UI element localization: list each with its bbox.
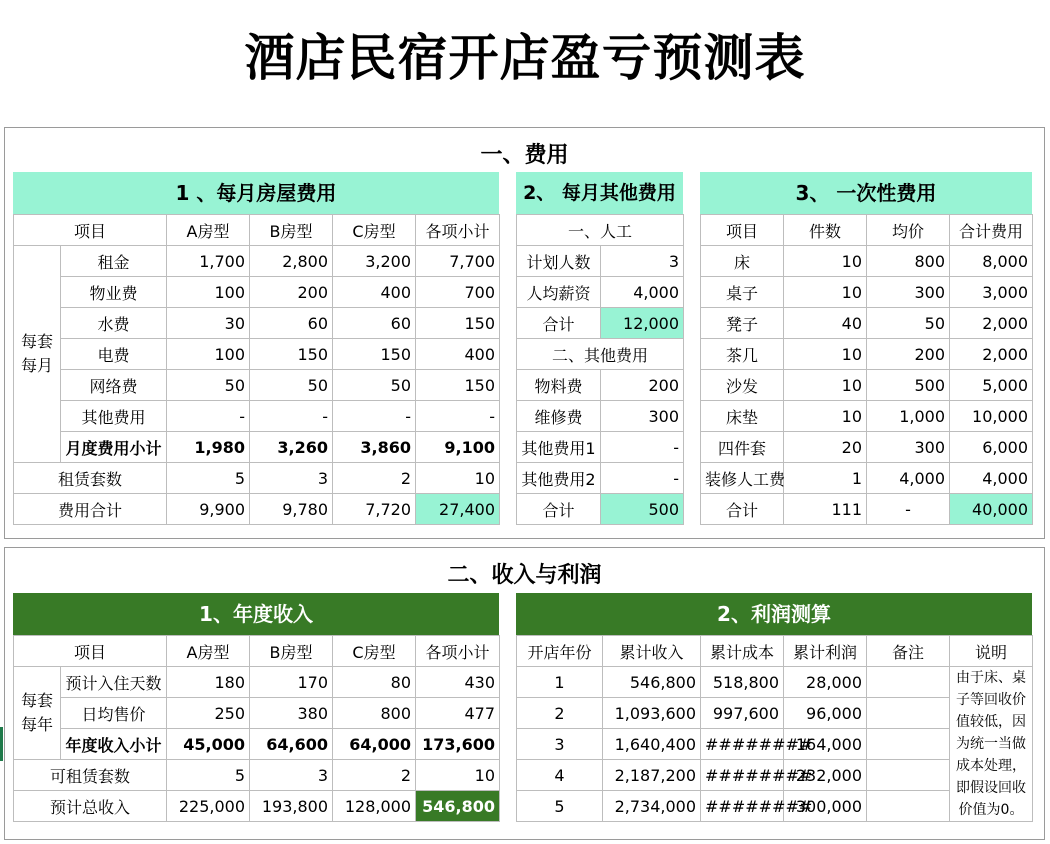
- remark-cell[interactable]: [867, 791, 950, 822]
- row-label: 月度费用小计: [61, 432, 167, 463]
- cell[interactable]: 10: [784, 339, 867, 370]
- cell[interactable]: 10: [784, 401, 867, 432]
- cell[interactable]: 5: [167, 463, 250, 494]
- cell[interactable]: 100: [167, 339, 250, 370]
- cell[interactable]: 200: [250, 277, 333, 308]
- cell[interactable]: 80: [333, 667, 416, 698]
- cell[interactable]: 200: [867, 339, 950, 370]
- cell[interactable]: 800: [867, 246, 950, 277]
- remark-cell[interactable]: [867, 729, 950, 760]
- cell[interactable]: 150: [333, 339, 416, 370]
- income-section: [4, 547, 1045, 840]
- cell[interactable]: 9,780: [250, 494, 333, 525]
- table-row: [14, 308, 500, 339]
- cell[interactable]: 200: [601, 370, 684, 401]
- cell[interactable]: 2,000: [950, 339, 1033, 370]
- profit-block: [516, 593, 1032, 822]
- cell[interactable]: 164,000: [784, 729, 867, 760]
- remark-cell[interactable]: [867, 698, 950, 729]
- table-row: [517, 370, 684, 401]
- cell[interactable]: 1,980: [167, 432, 250, 463]
- row-label: 年度收入小计: [61, 729, 167, 760]
- cell[interactable]: 50: [333, 370, 416, 401]
- monthly-rent-table: [13, 214, 500, 525]
- year-cell[interactable]: 5: [517, 791, 603, 822]
- column-header: 备注: [867, 636, 950, 667]
- table-row: [517, 667, 1033, 698]
- column-header: A房型: [167, 215, 250, 246]
- table-row: [517, 463, 684, 494]
- row-label: 可租赁套数: [14, 760, 167, 791]
- other-title: 二、其他费用: [517, 339, 684, 370]
- table-header-row: [14, 215, 500, 246]
- cell[interactable]: 380: [250, 698, 333, 729]
- table-header-row: [14, 636, 500, 667]
- cell[interactable]: 150: [416, 370, 500, 401]
- row-label: 计划人数: [517, 246, 601, 277]
- table-row: [14, 463, 500, 494]
- cell[interactable]: 5,000: [950, 370, 1033, 401]
- table-row: [517, 246, 684, 277]
- cell[interactable]: 800: [333, 698, 416, 729]
- row-label: 物业费: [61, 277, 167, 308]
- cell[interactable]: ########: [701, 729, 784, 760]
- column-header: 项目: [14, 215, 167, 246]
- table-row: [701, 432, 1033, 463]
- cell[interactable]: 300: [601, 401, 684, 432]
- cell[interactable]: 6,000: [950, 432, 1033, 463]
- table-row: [701, 277, 1033, 308]
- column-header: C房型: [333, 215, 416, 246]
- table-header-row: [701, 215, 1033, 246]
- cell[interactable]: 700: [416, 277, 500, 308]
- annual-income-header: 1、年度收入: [13, 593, 499, 635]
- cell[interactable]: 300: [867, 432, 950, 463]
- cell[interactable]: ########: [701, 760, 784, 791]
- row-label: 合计: [517, 494, 601, 525]
- row-selection-marker: [0, 727, 3, 761]
- cell[interactable]: 3,260: [250, 432, 333, 463]
- subheader-row: [517, 339, 684, 370]
- cell[interactable]: 300: [867, 277, 950, 308]
- row-label: 其他费用2: [517, 463, 601, 494]
- cell[interactable]: 1,093,600: [603, 698, 701, 729]
- cell[interactable]: 3: [250, 463, 333, 494]
- cell[interactable]: 10,000: [950, 401, 1033, 432]
- table-header-row: [517, 636, 1033, 667]
- cell[interactable]: 400: [333, 277, 416, 308]
- cell[interactable]: 40: [784, 308, 867, 339]
- monthly-rent-block: [13, 172, 499, 525]
- column-header: 开店年份: [517, 636, 603, 667]
- cell[interactable]: 400: [416, 339, 500, 370]
- table-row: [14, 401, 500, 432]
- row-label: 预计入住天数: [61, 667, 167, 698]
- row-label: 其他费用1: [517, 432, 601, 463]
- page-title: 酒店民宿开店盈亏预测表: [244, 29, 806, 87]
- cell[interactable]: 7,700: [416, 246, 500, 277]
- cell[interactable]: 10: [416, 463, 500, 494]
- row-label: 日均售价: [61, 698, 167, 729]
- cell[interactable]: 60: [250, 308, 333, 339]
- cell[interactable]: 430: [416, 667, 500, 698]
- cell[interactable]: 1,640,400: [603, 729, 701, 760]
- monthly-other-table: [516, 214, 684, 525]
- cell[interactable]: 9,900: [167, 494, 250, 525]
- row-label: 合计: [701, 494, 784, 525]
- cell[interactable]: 10: [416, 760, 500, 791]
- column-header: 各项小计: [416, 636, 500, 667]
- cell[interactable]: 500: [867, 370, 950, 401]
- subtotal-row: [14, 432, 500, 463]
- column-header: B房型: [250, 215, 333, 246]
- remark-cell[interactable]: [867, 760, 950, 791]
- cell[interactable]: 1,000: [867, 401, 950, 432]
- labor-title: 一、人工: [517, 215, 684, 246]
- column-header: 项目: [701, 215, 784, 246]
- row-label: 装修人工费: [701, 463, 784, 494]
- cell[interactable]: 111: [784, 494, 867, 525]
- table-row: [701, 308, 1033, 339]
- table-row: [14, 277, 500, 308]
- cell[interactable]: 300,000: [784, 791, 867, 822]
- cell[interactable]: 150: [250, 339, 333, 370]
- cell[interactable]: 128,000: [333, 791, 416, 822]
- table-row: [14, 339, 500, 370]
- table-row: [14, 667, 500, 698]
- year-cell[interactable]: 4: [517, 760, 603, 791]
- cell[interactable]: 60: [333, 308, 416, 339]
- expense-section-title: 一、费用: [480, 143, 569, 168]
- column-header: 均价: [867, 215, 950, 246]
- row-label: 预计总收入: [14, 791, 167, 822]
- profit-header: 2、利润测算: [516, 593, 1032, 635]
- cell[interactable]: 2: [333, 760, 416, 791]
- cell[interactable]: 30: [167, 308, 250, 339]
- group-label: 每套 每年: [14, 667, 61, 760]
- cell[interactable]: -: [416, 401, 500, 432]
- cell[interactable]: 7,720: [333, 494, 416, 525]
- cell[interactable]: -: [333, 401, 416, 432]
- cell[interactable]: -: [167, 401, 250, 432]
- row-label: 茶几: [701, 339, 784, 370]
- cell[interactable]: 150: [416, 308, 500, 339]
- column-header: 各项小计: [416, 215, 500, 246]
- row-label: 租金: [61, 246, 167, 277]
- total-cell[interactable]: 27,400: [416, 494, 500, 525]
- profit-table: [516, 635, 1033, 822]
- cell[interactable]: 477: [416, 698, 500, 729]
- annual-income-table: [13, 635, 500, 822]
- cell[interactable]: 50: [167, 370, 250, 401]
- one-time-block: [700, 172, 1032, 525]
- column-header: C房型: [333, 636, 416, 667]
- row-label: 费用合计: [14, 494, 167, 525]
- cell[interactable]: ########: [701, 791, 784, 822]
- cell[interactable]: -: [601, 463, 684, 494]
- row-label: 水费: [61, 308, 167, 339]
- cell[interactable]: 4,000: [867, 463, 950, 494]
- column-header: 累计收入: [603, 636, 701, 667]
- year-cell[interactable]: 1: [517, 667, 603, 698]
- table-row: [14, 760, 500, 791]
- total-cell[interactable]: 40,000: [950, 494, 1033, 525]
- cell[interactable]: 1: [784, 463, 867, 494]
- row-label: 维修费: [517, 401, 601, 432]
- cell[interactable]: 2: [333, 463, 416, 494]
- table-row: [14, 698, 500, 729]
- row-label: 床垫: [701, 401, 784, 432]
- row-label: 网络费: [61, 370, 167, 401]
- row-label: 物料费: [517, 370, 601, 401]
- row-label: 凳子: [701, 308, 784, 339]
- cell[interactable]: 173,600: [416, 729, 500, 760]
- table-row: [701, 463, 1033, 494]
- table-row: [517, 277, 684, 308]
- cell[interactable]: 100: [167, 277, 250, 308]
- total-row: [14, 494, 500, 525]
- table-row: [14, 246, 500, 277]
- remark-cell[interactable]: [867, 667, 950, 698]
- cell[interactable]: 2,734,000: [603, 791, 701, 822]
- monthly-other-header: 2、 每月其他费用: [516, 172, 683, 214]
- subheader-row: [517, 215, 684, 246]
- cell[interactable]: 2,187,200: [603, 760, 701, 791]
- monthly-rent-header: 1 、每月房屋费用: [13, 172, 499, 214]
- year-cell[interactable]: 2: [517, 698, 603, 729]
- row-label: 沙发: [701, 370, 784, 401]
- column-header: 合计费用: [950, 215, 1033, 246]
- cell[interactable]: 64,600: [250, 729, 333, 760]
- one-time-table: [700, 214, 1033, 525]
- cell[interactable]: -: [250, 401, 333, 432]
- total-cell[interactable]: 546,800: [416, 791, 500, 822]
- row-label: 其他费用: [61, 401, 167, 432]
- total-row: [517, 308, 684, 339]
- cell[interactable]: 96,000: [784, 698, 867, 729]
- table-row: [701, 246, 1033, 277]
- expense-section: [4, 127, 1045, 539]
- total-row: [517, 494, 684, 525]
- cell[interactable]: 5: [167, 760, 250, 791]
- cell[interactable]: 250: [167, 698, 250, 729]
- one-time-header: 3、 一次性费用: [700, 172, 1032, 214]
- cell[interactable]: 50: [250, 370, 333, 401]
- row-label: 床: [701, 246, 784, 277]
- cell[interactable]: 4,000: [950, 463, 1033, 494]
- column-header: 件数: [784, 215, 867, 246]
- column-header: A房型: [167, 636, 250, 667]
- cell[interactable]: 518,800: [701, 667, 784, 698]
- cell[interactable]: -: [867, 494, 950, 525]
- cell[interactable]: 64,000: [333, 729, 416, 760]
- cell[interactable]: 10: [784, 277, 867, 308]
- cell[interactable]: 4,000: [601, 277, 684, 308]
- total-cell[interactable]: 500: [601, 494, 684, 525]
- monthly-other-block: [516, 172, 683, 525]
- row-label: 桌子: [701, 277, 784, 308]
- column-header: 累计成本: [701, 636, 784, 667]
- cell[interactable]: 546,800: [603, 667, 701, 698]
- cell[interactable]: -: [601, 432, 684, 463]
- cell[interactable]: 3,000: [950, 277, 1033, 308]
- total-cell[interactable]: 12,000: [601, 308, 684, 339]
- total-row: [701, 494, 1033, 525]
- column-header: 项目: [14, 636, 167, 667]
- row-label: 电费: [61, 339, 167, 370]
- cell[interactable]: 10: [784, 370, 867, 401]
- cell[interactable]: 9,100: [416, 432, 500, 463]
- cell[interactable]: 10: [784, 246, 867, 277]
- total-row: [14, 791, 500, 822]
- column-header: B房型: [250, 636, 333, 667]
- cell[interactable]: 180: [167, 667, 250, 698]
- income-section-title: 二、收入与利润: [447, 563, 602, 588]
- table-row: [701, 401, 1033, 432]
- cell[interactable]: 3,860: [333, 432, 416, 463]
- table-row: [14, 370, 500, 401]
- cell[interactable]: 28,000: [784, 667, 867, 698]
- cell[interactable]: 2,800: [250, 246, 333, 277]
- row-label: 租赁套数: [14, 463, 167, 494]
- cell[interactable]: 232,000: [784, 760, 867, 791]
- cell[interactable]: 3: [250, 760, 333, 791]
- cell[interactable]: 2,000: [950, 308, 1033, 339]
- cell[interactable]: 997,600: [701, 698, 784, 729]
- row-label: 合计: [517, 308, 601, 339]
- year-cell[interactable]: 3: [517, 729, 603, 760]
- cell[interactable]: 193,800: [250, 791, 333, 822]
- subtotal-row: [14, 729, 500, 760]
- group-label: 每套 每月: [14, 246, 61, 463]
- table-row: [701, 339, 1033, 370]
- column-header: 累计利润: [784, 636, 867, 667]
- cell[interactable]: 3,200: [333, 246, 416, 277]
- table-row: [701, 370, 1033, 401]
- table-row: [517, 401, 684, 432]
- column-header: 说明: [950, 636, 1033, 667]
- cell[interactable]: 50: [867, 308, 950, 339]
- note-cell[interactable]: 由于床、桌子等回收价值较低，因为统一当做成本处理，即假设回收价值为0。: [950, 667, 1033, 822]
- annual-income-block: [13, 593, 499, 822]
- cell[interactable]: 3: [601, 246, 684, 277]
- cell[interactable]: 45,000: [167, 729, 250, 760]
- row-label: 人均薪资: [517, 277, 601, 308]
- cell[interactable]: 8,000: [950, 246, 1033, 277]
- cell[interactable]: 225,000: [167, 791, 250, 822]
- cell[interactable]: 20: [784, 432, 867, 463]
- cell[interactable]: 170: [250, 667, 333, 698]
- table-row: [517, 432, 684, 463]
- cell[interactable]: 1,700: [167, 246, 250, 277]
- row-label: 四件套: [701, 432, 784, 463]
